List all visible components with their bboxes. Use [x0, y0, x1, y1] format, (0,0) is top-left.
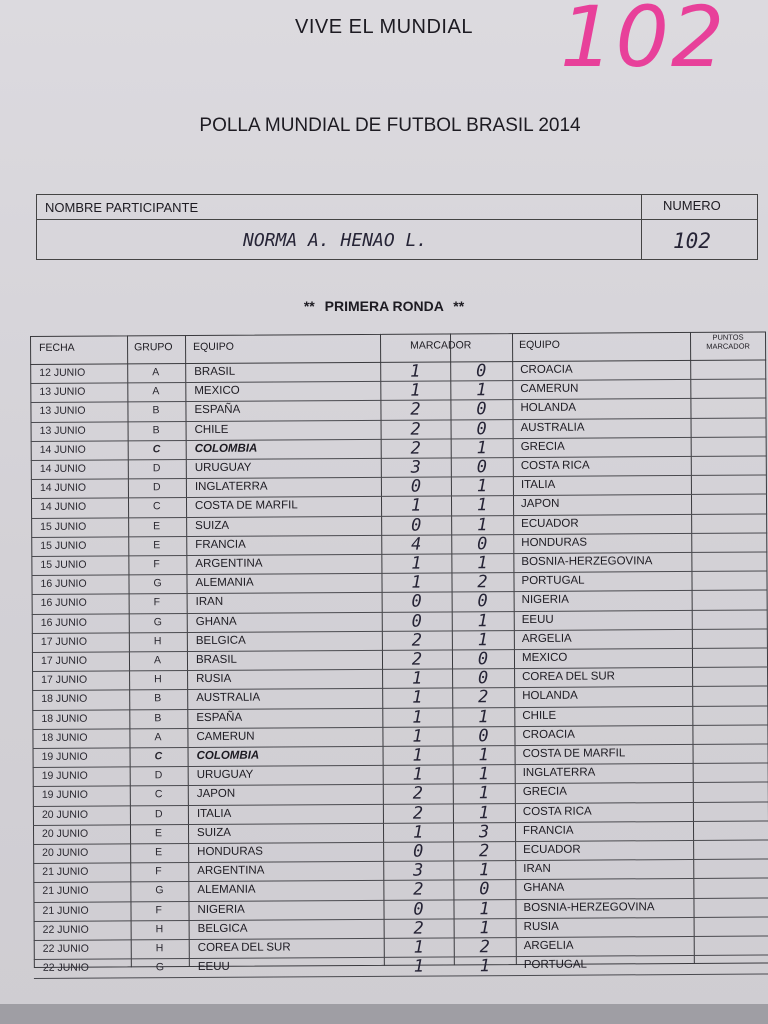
away-score-handwritten: 1: [479, 956, 491, 977]
home-team: ESPAÑA: [194, 404, 241, 417]
match-date: 21 JUNIO: [42, 885, 89, 898]
away-score-handwritten: 0: [477, 591, 488, 612]
home-score-handwritten: 1: [412, 764, 423, 785]
match-group: E: [155, 826, 163, 840]
home-team: URUGUAY: [196, 768, 254, 782]
away-team: ARGELIA: [523, 939, 574, 952]
match-date: 19 JUNIO: [41, 769, 88, 783]
away-score-handwritten: 1: [477, 610, 488, 631]
home-team: JAPON: [196, 788, 236, 801]
away-score-handwritten: 0: [476, 457, 487, 478]
away-team: EEUU: [521, 613, 554, 626]
away-team: COSTA RICA: [522, 805, 592, 818]
home-team: COSTA DE MARFIL: [195, 499, 298, 513]
match-date: 15 JUNIO: [40, 539, 87, 552]
round-title: PRIMERA RONDA: [324, 298, 444, 314]
home-score-handwritten: 2: [410, 419, 421, 440]
match-group: A: [152, 385, 160, 398]
match-date: 18 JUNIO: [41, 693, 88, 706]
match-group: C: [153, 500, 161, 513]
match-group: G: [153, 615, 162, 628]
round-heading: [0, 298, 768, 314]
home-team: ITALIA: [196, 807, 232, 820]
away-score-handwritten: 1: [477, 553, 488, 574]
match-group: G: [155, 961, 165, 974]
home-score-handwritten: 1: [412, 707, 423, 728]
away-team: COSTA DE MARFIL: [522, 747, 626, 760]
round-stars-left: **: [303, 298, 315, 314]
match-date: 21 JUNIO: [42, 865, 89, 879]
home-score-handwritten: 2: [410, 438, 421, 459]
home-team: FRANCIA: [195, 538, 246, 551]
away-team: COREA DEL SUR: [522, 670, 616, 684]
header-marcador: MARCADOR: [410, 339, 472, 352]
match-date: 14 JUNIO: [40, 501, 87, 514]
away-team: GRECIA: [522, 786, 567, 799]
pool-title: POLLA MUNDIAL DE FUTBOL BRASIL 2014: [199, 115, 581, 136]
home-team: RUSIA: [196, 672, 232, 686]
away-score-handwritten: 1: [478, 764, 489, 785]
home-team: ALEMANIA: [197, 884, 256, 897]
away-score-handwritten: 1: [476, 380, 487, 401]
away-score-handwritten: 0: [476, 418, 487, 439]
match-date: 19 JUNIO: [41, 750, 88, 763]
home-team: BELGICA: [197, 922, 248, 935]
header-puntos-marcador: PUNTOS MARCADOR: [706, 332, 750, 351]
away-team: ITALIA: [520, 478, 556, 492]
home-team: HONDURAS: [197, 845, 264, 858]
away-team: COSTA RICA: [520, 459, 590, 473]
away-team: CAMERUN: [520, 382, 579, 396]
home-score-handwritten: 2: [410, 400, 421, 421]
home-score-handwritten: 1: [411, 572, 422, 593]
home-score-handwritten: 3: [413, 860, 424, 881]
away-team: MEXICO: [521, 651, 568, 665]
match-group: F: [155, 865, 162, 878]
header-equipo-2: EQUIPO: [519, 338, 560, 352]
match-date: 13 JUNIO: [39, 385, 86, 399]
participant-name-value: NORMA A. HENAO L.: [243, 230, 428, 251]
match-date: 13 JUNIO: [39, 405, 86, 418]
home-team: MEXICO: [194, 384, 240, 398]
match-date: 17 JUNIO: [40, 635, 88, 648]
away-team: INGLATERRA: [522, 766, 596, 780]
home-team: SUIZA: [195, 519, 230, 532]
header-fecha: FECHA: [39, 341, 75, 354]
handwritten-sheet-number: 102: [560, 0, 727, 86]
match-date: 16 JUNIO: [40, 577, 87, 591]
away-score-handwritten: 2: [479, 937, 490, 958]
home-score-handwritten: 1: [412, 688, 423, 709]
match-group: A: [153, 654, 162, 667]
away-team: HOLANDA: [520, 402, 577, 415]
home-score-handwritten: 2: [411, 630, 423, 651]
home-score-handwritten: 2: [413, 918, 424, 939]
home-score-handwritten: 0: [411, 611, 422, 632]
home-score-handwritten: 0: [411, 592, 422, 613]
away-team: HONDURAS: [521, 536, 588, 549]
away-team: PORTUGAL: [523, 958, 587, 972]
match-date: 19 JUNIO: [41, 789, 88, 802]
away-team: JAPON: [521, 498, 560, 511]
table-surface-edge: [0, 1004, 768, 1024]
match-group: C: [154, 750, 163, 763]
away-score-handwritten: 1: [478, 802, 490, 823]
participant-number-label: NUMERO: [663, 198, 721, 213]
match-date: 22 JUNIO: [42, 942, 89, 955]
match-group: F: [153, 596, 161, 609]
match-date: 16 JUNIO: [40, 597, 87, 610]
home-score-handwritten: 2: [413, 879, 424, 901]
match-group: A: [154, 731, 162, 744]
match-date: 17 JUNIO: [41, 673, 88, 687]
away-team: ECUADOR: [523, 843, 581, 856]
match-group: H: [155, 942, 164, 955]
home-team: BRASIL: [195, 653, 237, 666]
match-date: 20 JUNIO: [42, 846, 89, 859]
away-score-handwritten: 0: [477, 668, 489, 689]
home-score-handwritten: 1: [413, 956, 425, 977]
home-score-handwritten: 2: [412, 783, 423, 805]
home-team: ESPAÑA: [196, 711, 243, 724]
match-date: 16 JUNIO: [40, 616, 87, 629]
header-grupo: GRUPO: [134, 341, 173, 354]
away-score-handwritten: 1: [476, 438, 487, 459]
match-group: H: [154, 673, 162, 686]
away-score-handwritten: 0: [477, 534, 488, 555]
home-team: COLOMBIA: [194, 442, 258, 455]
away-score-handwritten: 0: [477, 649, 489, 670]
home-score-handwritten: 0: [412, 841, 424, 862]
match-group: B: [154, 692, 162, 705]
home-score-handwritten: 0: [413, 899, 424, 920]
away-team: ARGELIA: [521, 632, 572, 645]
home-team: URUGUAY: [194, 461, 252, 474]
away-team: NIGERIA: [521, 594, 569, 607]
away-team: CROACIA: [520, 363, 573, 377]
home-score-handwritten: 1: [412, 822, 424, 843]
away-score-handwritten: 1: [476, 514, 488, 535]
away-score-handwritten: 0: [479, 879, 490, 900]
participant-box: [36, 194, 758, 260]
home-team: ARGENTINA: [195, 557, 263, 570]
away-team: CROACIA: [522, 728, 575, 741]
match-date: 21 JUNIO: [42, 904, 89, 917]
away-score-handwritten: 1: [479, 898, 490, 919]
away-score-handwritten: 1: [477, 630, 489, 651]
home-score-handwritten: 3: [410, 457, 421, 478]
away-score-handwritten: 1: [476, 495, 488, 516]
home-team: AUSTRALIA: [196, 691, 261, 705]
home-team: IRAN: [195, 596, 224, 609]
home-team: COLOMBIA: [196, 749, 260, 762]
away-team: BOSNIA-HERZEGOVINA: [521, 555, 653, 569]
match-date: 22 JUNIO: [42, 961, 90, 975]
match-group: B: [154, 711, 162, 724]
away-team: GHANA: [523, 882, 565, 895]
home-team: CAMERUN: [196, 730, 255, 743]
match-date: 13 JUNIO: [39, 424, 86, 437]
home-score-handwritten: 1: [410, 361, 421, 382]
match-date: 12 JUNIO: [39, 366, 86, 379]
match-date: 18 JUNIO: [41, 712, 88, 725]
away-score-handwritten: 3: [478, 822, 490, 843]
home-team: ALEMANIA: [195, 576, 254, 590]
participant-number-value: 102: [673, 229, 711, 253]
match-date: 20 JUNIO: [41, 808, 89, 821]
away-team: RUSIA: [523, 920, 559, 933]
away-team: BOSNIA-HERZEGOVINA: [523, 900, 655, 914]
away-team: PORTUGAL: [521, 574, 585, 588]
match-group: C: [152, 443, 161, 456]
match-date: 14 JUNIO: [39, 481, 87, 495]
home-team: NIGERIA: [197, 903, 245, 916]
home-team: EEUU: [197, 960, 230, 974]
match-date: 14 JUNIO: [39, 443, 86, 456]
match-group: B: [152, 423, 160, 436]
away-score-handwritten: 2: [477, 572, 488, 593]
match-group: G: [155, 884, 164, 897]
match-date: 18 JUNIO: [41, 731, 88, 744]
match-group: E: [153, 519, 161, 532]
away-team: HOLANDA: [522, 690, 578, 703]
header-equipo-1: EQUIPO: [193, 340, 234, 354]
away-team: ECUADOR: [521, 517, 579, 530]
match-group: H: [155, 922, 164, 936]
home-score-handwritten: 4: [411, 534, 422, 555]
home-team: BRASIL: [194, 365, 236, 378]
away-score-handwritten: 2: [478, 841, 490, 862]
match-date: 22 JUNIO: [42, 923, 89, 936]
match-group: B: [152, 404, 160, 417]
home-score-handwritten: 1: [413, 937, 424, 958]
matches-table: [30, 332, 768, 977]
home-team: SUIZA: [197, 826, 231, 839]
away-score-handwritten: 1: [479, 860, 490, 881]
away-score-handwritten: 0: [478, 726, 489, 747]
match-date: 15 JUNIO: [40, 558, 87, 571]
match-group: F: [153, 558, 160, 571]
match-date: 17 JUNIO: [40, 654, 88, 667]
home-team: COREA DEL SUR: [197, 941, 291, 954]
match-group: F: [155, 903, 162, 916]
participant-name-label: NOMBRE PARTICIPANTE: [45, 200, 199, 215]
home-score-handwritten: 2: [411, 649, 423, 670]
match-group: E: [155, 846, 163, 859]
home-score-handwritten: 0: [410, 476, 422, 497]
home-team: ARGENTINA: [197, 864, 265, 878]
away-score-handwritten: 2: [478, 687, 489, 708]
away-team: FRANCIA: [522, 824, 574, 837]
event-title: VIVE EL MUNDIAL: [295, 16, 473, 38]
match-group: G: [153, 577, 162, 590]
match-group: D: [152, 481, 161, 494]
home-score-handwritten: 0: [410, 515, 422, 536]
away-score-handwritten: 1: [478, 783, 489, 804]
away-team: GRECIA: [520, 440, 565, 453]
home-team: GHANA: [195, 615, 237, 628]
home-team: CHILE: [194, 423, 229, 436]
away-score-handwritten: 1: [478, 745, 489, 766]
match-group: A: [152, 366, 160, 379]
home-score-handwritten: 1: [412, 726, 423, 747]
match-date: 15 JUNIO: [40, 520, 87, 533]
home-score-handwritten: 1: [410, 496, 422, 517]
away-score-handwritten: 0: [476, 361, 487, 382]
match-group: D: [154, 769, 163, 782]
round-stars-right: **: [453, 298, 465, 314]
home-team: INGLATERRA: [194, 480, 268, 494]
match-date: 20 JUNIO: [42, 827, 89, 840]
match-group: C: [154, 788, 163, 801]
home-score-handwritten: 1: [411, 553, 422, 574]
match-group: D: [154, 807, 163, 820]
home-score-handwritten: 1: [412, 745, 423, 766]
home-score-handwritten: 1: [411, 668, 423, 689]
match-group: H: [153, 634, 162, 648]
away-score-handwritten: 1: [478, 706, 489, 727]
away-score-handwritten: 0: [476, 399, 487, 420]
away-score-handwritten: 1: [479, 917, 490, 939]
away-team: AUSTRALIA: [520, 421, 585, 434]
match-group: E: [153, 539, 161, 552]
home-team: BELGICA: [195, 634, 246, 647]
home-score-handwritten: 1: [410, 380, 421, 401]
away-score-handwritten: 1: [476, 476, 488, 497]
away-team: CHILE: [522, 709, 557, 722]
match-group: D: [152, 462, 161, 475]
match-date: 14 JUNIO: [39, 462, 86, 475]
away-team: IRAN: [523, 863, 551, 876]
home-score-handwritten: 2: [412, 803, 424, 824]
